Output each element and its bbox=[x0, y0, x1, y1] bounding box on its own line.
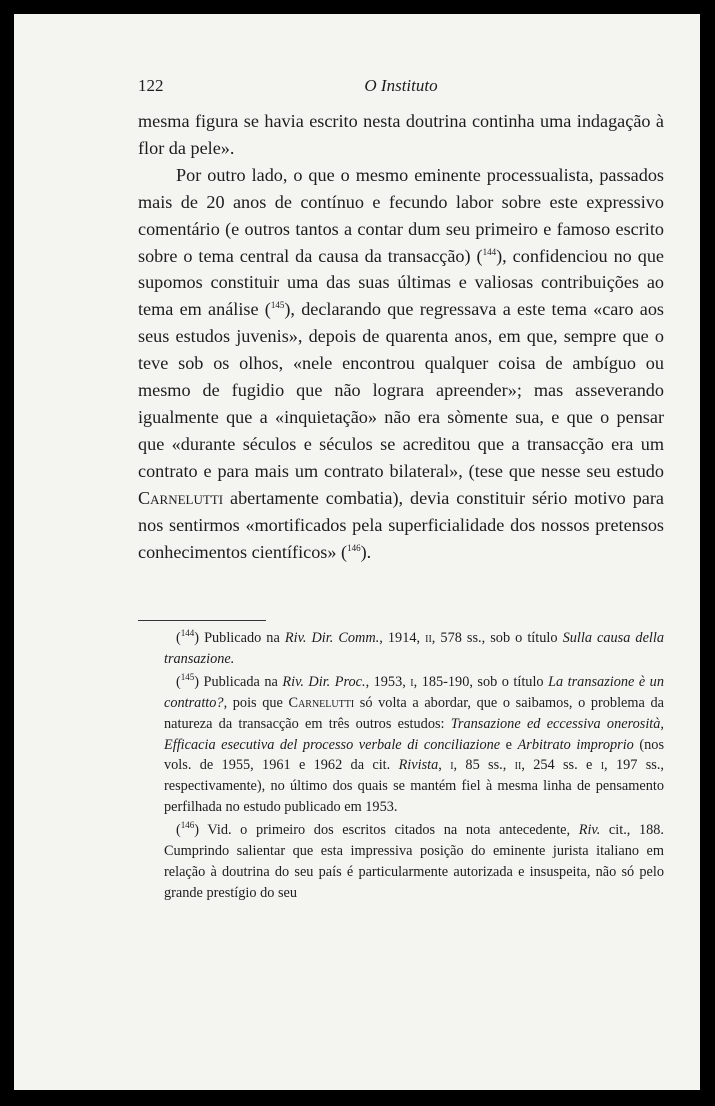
volume-numeral: i bbox=[410, 673, 414, 690]
work-title: Arbitrato improprio bbox=[517, 736, 634, 753]
footnote-145: ($^{145}$) Publicada na Riv. Dir. Proc., 1953, i, 185-190, sob o título La transazione è un contratto?, pois que Carnelutti só volta a abordar, que o saibamos, o problema da natureza da transacção em três outros estudos: Transazione ed eccessiva onerosità, Efficacia esecutiva del processo verbale di conciliazione e Arbitrato improprio (nos vols. de 1955, 1961 e 1962 da cit. Rivista, i, 85 ss., ii, 254 ss. e i, 197 ss., respectivamente), no último dos quais se mantém fiel à mesma linha de pensamento perfilhada no estudo publicado em 1953. bbox=[164, 672, 665, 816]
volume-numeral: ii bbox=[425, 630, 432, 646]
footnote-text: , 185-190, sob o título bbox=[413, 673, 549, 690]
volume-numeral: i bbox=[600, 757, 605, 774]
work-title: Sulla causa della transazione. bbox=[164, 630, 665, 667]
paragraph-1: mesma figura se havia escrito nesta doutrina continha uma indagação à flor da pele». bbox=[138, 111, 664, 158]
footnote-ref-144[interactable]: 144 bbox=[482, 246, 497, 257]
work-title: La transazione è un contratto? bbox=[164, 673, 664, 711]
footnotes bbox=[164, 628, 664, 906]
paragraph-2-part-c: ), declarando que regressava a este tema «caro aos seus estudos juvenis», depois de quarenta anos, em que, sempre que o teve sob os olhos, «nele encontrou qualquer coisa de ambíguo ou mesmo de fugidio que não lograra apreender»; mas asseverando igualmente que a «inquietação» não era sòmente sua, e que o pensar que «durante séculos e séculos se acreditou que a transacção era um contrato e para mais um contrato bilateral», (tese que nesse seu estudo bbox=[138, 299, 664, 481]
volume-numeral: i bbox=[450, 757, 454, 774]
book-page bbox=[14, 14, 700, 1090]
paragraph-2-part-a: Por outro lado, o que o mesmo eminente processualista, passados mais de 20 anos de contínuo e fecundo labor sobre este expressivo comentário (e outros tantos a contar dum seu primeiro e famoso escrito sobre o tema central da causa da transacção) ( bbox=[138, 164, 664, 266]
footnote-144: ($^{144}$) Publicado na Riv. Dir. Comm., 1914, ii, 578 ss., sob o título Sulla causa della transazione. bbox=[164, 628, 665, 667]
footnote-text: , pois que bbox=[223, 694, 289, 711]
author-name: Carnelutti bbox=[288, 694, 355, 711]
footnote-text: , 578 ss., sob o título bbox=[431, 630, 563, 646]
paragraph-2-part-e: ). bbox=[360, 541, 372, 562]
paragraph-2-part-d: abertamente combatia), devia constituir sério motivo para nos sentirmos «mortificados pela superficialidade dos nossos pretensos conhecimentos científicos» ( bbox=[138, 487, 664, 562]
footnote-text: , 1914, bbox=[379, 630, 426, 646]
footnote-text: Vid. o primeiro dos escritos citados na nota antecedente, bbox=[199, 822, 579, 839]
author-name: Carnelutti bbox=[138, 487, 224, 508]
paragraph-2-part-b: ), confidenciou no que supomos constituir uma das suas últimas e valiosas contribuições ao tema em análise ( bbox=[138, 245, 664, 320]
footnote-text: Publicado na bbox=[199, 630, 285, 646]
running-header bbox=[138, 76, 664, 100]
journal-title: Riv. Dir. Proc. bbox=[282, 673, 366, 690]
footnote-text: , 197 ss., respectivamente), no último dos quais se mantém fiel à mesma linha de pensamento perfilhada no estudo publicado em 1953. bbox=[164, 757, 664, 816]
paragraph-2 bbox=[138, 162, 664, 566]
footnote-text: , 1953, bbox=[365, 673, 411, 690]
footnote-text: e bbox=[500, 736, 518, 753]
footnote-ref-146[interactable]: 146 bbox=[347, 542, 361, 553]
footnote-text: , bbox=[438, 757, 451, 774]
footnote-number: 144 bbox=[180, 628, 195, 639]
footnote-text: cit., 188. Cumprindo salientar que esta impressiva posição do eminente jurista italiano em relação à doutrina do seu país é particularmente autorizada e insuspeita, não só pelo grande prestígio do seu bbox=[164, 822, 664, 901]
footnote-number: 146 bbox=[180, 820, 195, 831]
footnote-text: só volta a abordar, que o saibamos, o problema da natureza da transacção em três outros estudos: bbox=[164, 694, 664, 732]
footnote-text: , 85 ss., bbox=[453, 757, 515, 774]
footnote-text: , 254 ss. e bbox=[521, 757, 601, 774]
main-text bbox=[138, 108, 664, 565]
journal-title: Riv. bbox=[578, 822, 601, 839]
running-title: O Instituto bbox=[364, 76, 438, 95]
footnote-146: ($^{146}$) Vid. o primeiro dos escritos citados na nota antecedente, Riv. cit., 188. Cumprindo salientar que esta impressiva posição do eminente jurista italiano em relação à doutrina do seu país é particularmente autorizada e insuspeita, não só pelo grande prestígio do seu bbox=[164, 820, 664, 901]
footnote-text: (nos vols. de 1955, 1961 e 1962 da cit. bbox=[164, 736, 665, 774]
work-title: Transazione ed eccessiva onerosità, Efficacia esecutiva del processo verbale di conciliazione bbox=[164, 715, 664, 753]
page-number: 122 bbox=[138, 76, 164, 95]
journal-title: Riv. Dir. Comm. bbox=[284, 630, 380, 646]
volume-numeral: ii bbox=[514, 757, 522, 774]
journal-title: Rivista bbox=[398, 757, 439, 774]
footnote-ref-145[interactable]: 145 bbox=[270, 300, 285, 311]
footnote-number: 145 bbox=[180, 672, 195, 683]
footnote-separator bbox=[138, 620, 266, 621]
footnote-text: Publicada na bbox=[199, 673, 283, 690]
